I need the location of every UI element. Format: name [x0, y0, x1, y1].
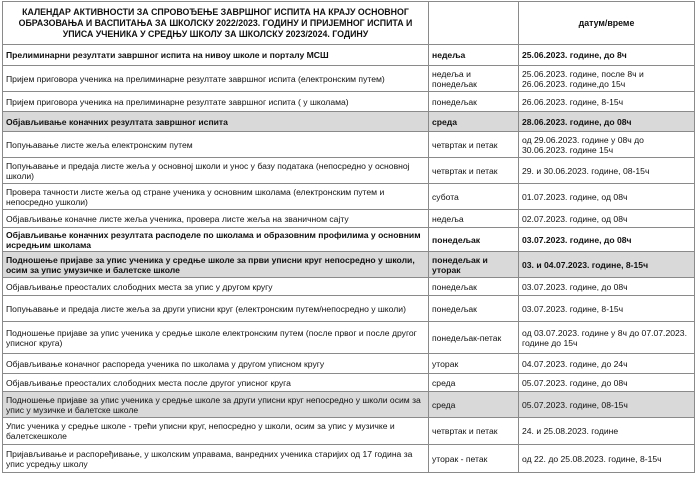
table-row — [3, 445, 695, 473]
table-title: КАЛЕНДАР АКТИВНОСТИ ЗА СПРОВОЂЕЊЕ ЗАВРШНОГ ИСПИТА НА КРАЈУ ОСНОВНОГ ОБРАЗОВАЊА И ВАСПИТАЊА ЗА ШКОЛСКУ 2022/2023. ГОДИНУ И ПРИЈЕМНОГ ИСПИТА И УПИСА УЧЕНИКА У СРЕДЊУ ШКОЛУ ЗА ШКОЛСКУ 2023/2024. ГОДИНУ — [3, 2, 429, 45]
table-row — [3, 296, 695, 322]
date-cell: 01.07.2023. године, од 08ч — [519, 184, 695, 210]
day-cell: недеља — [429, 45, 519, 66]
activity-cell: Попуњавање и предаја листе жеља у основној школи и унос у базу података (непосредно у основној школи) — [3, 158, 429, 184]
activity-cell: Провера тачности листе жеља од стране ученика у основним школама (електронским путем и непосредно ушколи) — [3, 184, 429, 210]
activity-cell: Објављивање коначног распореда ученика по школама у другом уписном кругу — [3, 354, 429, 374]
activity-cell: Подношење пријаве за упис ученика у средње школе за други уписни круг непосредно у школи осим за упис у музичке и балетске школе — [3, 392, 429, 418]
activity-cell: Упис ученика у средње школе - трећи уписни круг, непосредно у школи, осим за упис у музичке и балетскешколе — [3, 418, 429, 445]
activity-cell: Пријављивање и распоређивање, у школским управама, ванредних ученика старијих од 17 година за упис усредњу школу — [3, 445, 429, 473]
table-row — [3, 158, 695, 184]
activity-cell: Објављивање преосталих слободних места после другог уписног круга — [3, 374, 429, 392]
activity-cell: Објављивање коначне листе жеља ученика, провера листе жеља на званичном сајту — [3, 210, 429, 228]
day-cell: среда — [429, 374, 519, 392]
activity-cell: Објављивање преосталих слободних места за упис у другом кругу — [3, 278, 429, 296]
day-cell: понедељак — [429, 228, 519, 252]
day-cell: понедељак-петак — [429, 322, 519, 354]
activity-cell: Објављивање коначних резултата завршног испита — [3, 112, 429, 132]
table-row — [3, 210, 695, 228]
date-cell: 03.07.2023. године, до 08ч — [519, 278, 695, 296]
table-row — [3, 184, 695, 210]
table-row — [3, 66, 695, 92]
activity-cell: Пријем приговора ученика на прелиминарне резултате завршног испита (електронским путем) — [3, 66, 429, 92]
table-row — [3, 92, 695, 112]
date-cell: 25.06.2023. године, после 8ч и 26.06.2023. године,до 15ч — [519, 66, 695, 92]
date-cell: 05.07.2023. године, 08-15ч — [519, 392, 695, 418]
header-day — [429, 2, 519, 45]
date-cell: од 22. до 25.08.2023. године, 8-15ч — [519, 445, 695, 473]
day-cell: понедељак и уторак — [429, 252, 519, 278]
calendar-table — [2, 1, 695, 473]
date-cell: 02.07.2023. године, од 08ч — [519, 210, 695, 228]
day-cell: среда — [429, 112, 519, 132]
activity-cell: Објављивање коначних резултата расподеле по школама и образовним профилима у основним исредњим школама — [3, 228, 429, 252]
table-row — [3, 354, 695, 374]
day-cell: четвртак и петак — [429, 418, 519, 445]
table-row — [3, 112, 695, 132]
date-cell: 26.06.2023. године, 8-15ч — [519, 92, 695, 112]
date-cell: 03.07.2023. године, до 08ч — [519, 228, 695, 252]
date-cell: 25.06.2023. године, до 8ч — [519, 45, 695, 66]
table-row — [3, 322, 695, 354]
day-cell: понедељак — [429, 296, 519, 322]
header-datetime: датум/време — [519, 2, 695, 45]
activity-cell: Попуњавање листе жеља електронским путем — [3, 132, 429, 158]
header-row — [3, 2, 695, 45]
day-cell: субота — [429, 184, 519, 210]
day-cell: среда — [429, 392, 519, 418]
activity-cell: Пријем приговора ученика на прелиминарне резултате завршног испита ( у школама) — [3, 92, 429, 112]
day-cell: четвртак и петак — [429, 158, 519, 184]
day-cell: уторак - петак — [429, 445, 519, 473]
date-cell: 05.07.2023. године, до 08ч — [519, 374, 695, 392]
activity-cell: Прелиминарни резултати завршног испита на нивоу школе и порталу МСШ — [3, 45, 429, 66]
table-row — [3, 278, 695, 296]
date-cell: 03.07.2023. године, 8-15ч — [519, 296, 695, 322]
date-cell: 04.07.2023. године, до 24ч — [519, 354, 695, 374]
date-cell: 24. и 25.08.2023. године — [519, 418, 695, 445]
day-cell: недеља — [429, 210, 519, 228]
date-cell: 29. и 30.06.2023. године, 08-15ч — [519, 158, 695, 184]
day-cell: четвртак и петак — [429, 132, 519, 158]
date-cell: од 03.07.2023. године у 8ч до 07.07.2023. године до 15ч — [519, 322, 695, 354]
table-row — [3, 132, 695, 158]
activity-cell: Подношење пријаве за упис ученика у средње школе електронским путем (после првог и после другог уписног круга) — [3, 322, 429, 354]
day-cell: понедељак — [429, 278, 519, 296]
table-row — [3, 45, 695, 66]
day-cell: уторак — [429, 354, 519, 374]
day-cell: недеља и понедељак — [429, 66, 519, 92]
table-row — [3, 252, 695, 278]
day-cell: понедељак — [429, 92, 519, 112]
date-cell: од 29.06.2023. године у 08ч до 30.06.2023. године 15ч — [519, 132, 695, 158]
table-row — [3, 392, 695, 418]
activity-cell: Подношење пријаве за упис ученика у средње школе за први уписни круг непосредно у школи, осим за упис умузичке и балетске школе — [3, 252, 429, 278]
date-cell: 03. и 04.07.2023. године, 8-15ч — [519, 252, 695, 278]
table-row — [3, 418, 695, 445]
table-row — [3, 228, 695, 252]
date-cell: 28.06.2023. године, до 08ч — [519, 112, 695, 132]
table-row — [3, 374, 695, 392]
activity-cell: Попуњавање и предаја листе жеља за други уписни круг (електронским путем/непосредно у школи) — [3, 296, 429, 322]
